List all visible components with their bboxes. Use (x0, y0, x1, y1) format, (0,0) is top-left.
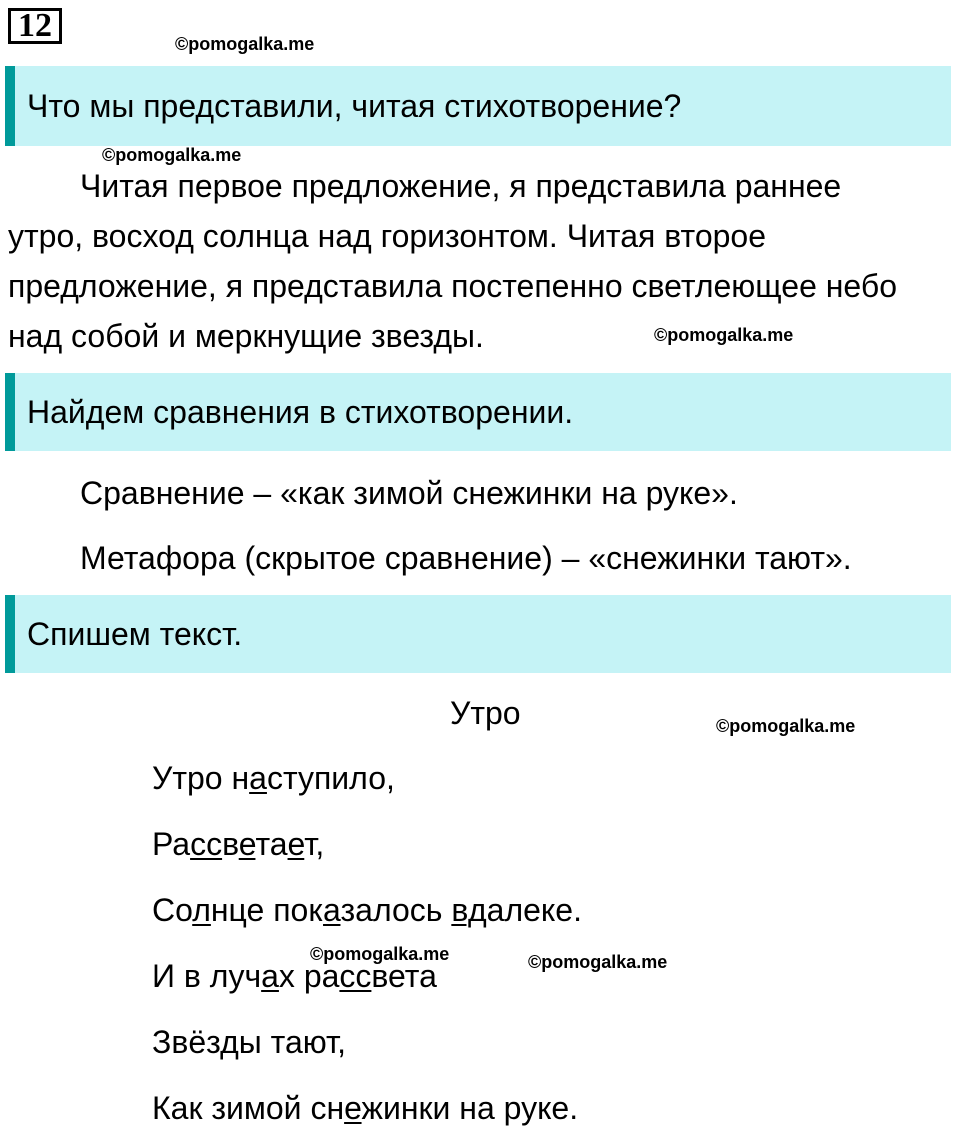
poem-text-segment: Утро н (152, 760, 250, 796)
poem-line (152, 892, 582, 929)
poem-text-segment: х ра (278, 958, 340, 994)
task-number-box (8, 8, 62, 44)
poem-text-segment: алеке. (486, 892, 582, 928)
section-heading-3-text: Спишем текст. (27, 616, 243, 652)
section-heading-3 (5, 595, 951, 673)
watermark: ©pomogalka.me (102, 145, 242, 165)
section-heading-2 (5, 373, 951, 451)
watermark: ©pomogalka.me (175, 34, 315, 54)
poem-line (152, 1090, 578, 1127)
underlined-orthogram: а (249, 760, 267, 796)
underlined-orthogram: сс (339, 958, 372, 994)
poem-text-segment: И в луч (152, 958, 262, 994)
answer-line-4: над собой и меркнущие звезды. (8, 318, 484, 354)
task-number: 12 (18, 7, 52, 44)
comparison-line: Сравнение – «как зимой снежинки на руке». (80, 475, 738, 511)
poem-text-segment: т, (304, 826, 325, 862)
underlined-orthogram: а (323, 892, 341, 928)
poem-text-segment: нце пок (210, 892, 324, 928)
watermark: ©pomogalka.me (716, 716, 856, 736)
poem-line (152, 826, 324, 863)
underlined-orthogram: вд (451, 892, 487, 928)
underlined-orthogram: е (238, 826, 256, 862)
metaphor-line: Метафора (скрытое сравнение) – «снежинки тают». (80, 540, 852, 576)
underlined-orthogram: е (287, 826, 305, 862)
poem-line (152, 1024, 346, 1061)
poem-text-segment: Со (152, 892, 193, 928)
watermark: ©pomogalka.me (654, 325, 794, 345)
underlined-orthogram: а (261, 958, 279, 994)
answer-line-2: утро, восход солнца над горизонтом. Читая второе (8, 218, 766, 254)
watermark: ©pomogalka.me (310, 944, 450, 964)
poem-text-segment: Звёзды тают, (152, 1024, 347, 1060)
poem-text-segment: залось (340, 892, 452, 928)
poem-line (152, 760, 395, 797)
section-heading-1 (5, 66, 951, 146)
answer-line-3: предложение, я представила постепенно светлеющее небо (8, 268, 897, 304)
poem-text-segment: Ра (152, 826, 191, 862)
underlined-orthogram: сс (190, 826, 223, 862)
section-heading-2-text: Найдем сравнения в стихотворении. (27, 394, 574, 430)
poem-text-segment: в (222, 826, 239, 862)
poem-text-segment: ступило, (266, 760, 395, 796)
underlined-orthogram: е (344, 1090, 362, 1126)
poem-text-segment: та (255, 826, 288, 862)
section-heading-1-text: Что мы представили, читая стихотворение? (27, 88, 682, 124)
answer-line-1: Читая первое предложение, я представила раннее (80, 168, 842, 204)
poem-title: Утро (450, 695, 521, 731)
watermark: ©pomogalka.me (528, 952, 668, 972)
poem-line (152, 958, 437, 995)
underlined-orthogram: л (192, 892, 211, 928)
poem-text-segment: Как зимой сн (152, 1090, 345, 1126)
poem-text-segment: вета (371, 958, 437, 994)
poem-text-segment: жинки на руке. (361, 1090, 579, 1126)
